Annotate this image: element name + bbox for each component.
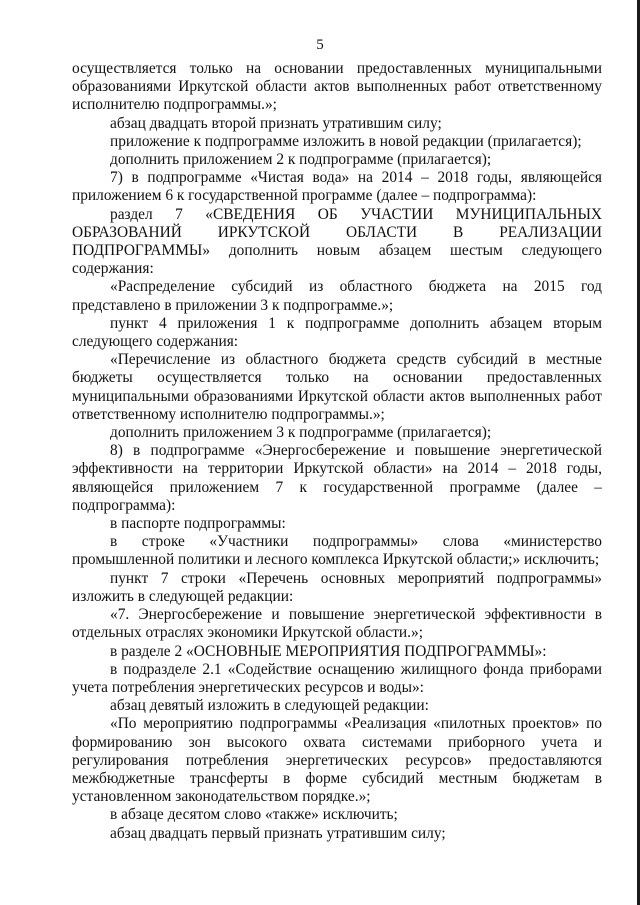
paragraph-4: дополнить приложением 2 к подпрограмме (прилагается); — [110, 151, 492, 169]
paragraph-7: «Распределение субсидий из областного бюджета на 2015 год представлено в приложении 3 к подпрограмме.»; — [72, 278, 602, 314]
paragraph-15: «7. Энергосбережение и повышение энергетической эффективности в отдельных отраслях экономики Иркутской области.»; — [72, 606, 602, 642]
document-body — [72, 60, 602, 843]
paragraph-9: «Перечисление из областного бюджета средств субсидий в местные бюджеты осуществляется только на основании предоставленных муниципальными образованиями Иркутской области актов выполненных работ ответственному исполнителю подпрограммы.»; — [72, 351, 602, 423]
paragraph-17: в подразделе 2.1 «Содействие оснащению жилищного фонда приборами учета потребления энергетических ресурсов и воды»: — [72, 660, 602, 696]
paragraph-20: в абзаце десятом слово «также» исключить; — [110, 806, 398, 824]
paragraph-6: раздел 7 «СВЕДЕНИЯ ОБ УЧАСТИИ МУНИЦИПАЛЬНЫХ ОБРАЗОВАНИЙ ИРКУТСКОЙ ОБЛАСТИ В РЕАЛИЗАЦИИ ПОДПРОГРАММЫ» дополнить новым абзацем шестым следующего содержания: — [72, 205, 602, 278]
paragraph-13: в строке «Участники подпрограммы» слова «министерство промышленной политики и лесного комплекса Иркутской области;» исключить; — [72, 533, 602, 569]
paragraph-21: абзац двадцать первый признать утратившим силу; — [110, 824, 446, 842]
paragraph-5: 7) в подпрограмме «Чистая вода» на 2014 – 2018 годы, являющейся приложением 6 к государственной программе (далее – подпрограмма): — [72, 169, 602, 205]
paragraph-8: пункт 4 приложения 1 к подпрограмме дополнить абзацем вторым следующего содержания: — [72, 314, 602, 351]
paragraph-10: дополнить приложением 3 к подпрограмме (прилагается); — [110, 424, 492, 442]
paragraph-12: в паспорте подпрограммы: — [110, 515, 286, 533]
paragraph-14: пункт 7 строки «Перечень основных мероприятий подпрограммы» изложить в следующей редакции: — [72, 569, 602, 605]
paragraph-16: в разделе 2 «ОСНОВНЫЕ МЕРОПРИЯТИЯ ПОДПРОГРАММЫ»: — [110, 642, 547, 660]
paragraph-2: абзац двадцать второй признать утратившим силу; — [110, 114, 442, 132]
paragraph-18: абзац девятый изложить в следующей редакции: — [110, 697, 429, 715]
page-number: 5 — [316, 37, 324, 53]
paragraph-3: приложение к подпрограмме изложить в новой редакции (прилагается); — [110, 132, 582, 150]
paragraph-11: 8) в подпрограмме «Энергосбережение и повышение энергетической эффективности на территории Иркутской области» на 2014 – 2018 годы, являющейся приложением 7 к государственной программе (далее – подпрограмма): — [72, 442, 602, 514]
paragraph-19: «По мероприятию подпрограммы «Реализация «пилотных проектов» по формированию зон высокого охвата системами приборного учета и регулирования потребления энергетических ресурсов» предоставляются межбюджетные трансферты в форме субсидий местным бюджетам в установленном законодательством порядке.»; — [72, 715, 602, 806]
paragraph-1: осуществляется только на основании предоставленных муниципальными образованиями Иркутской области актов выполненных работ ответственному исполнителю подпрограммы.»; — [72, 60, 602, 114]
